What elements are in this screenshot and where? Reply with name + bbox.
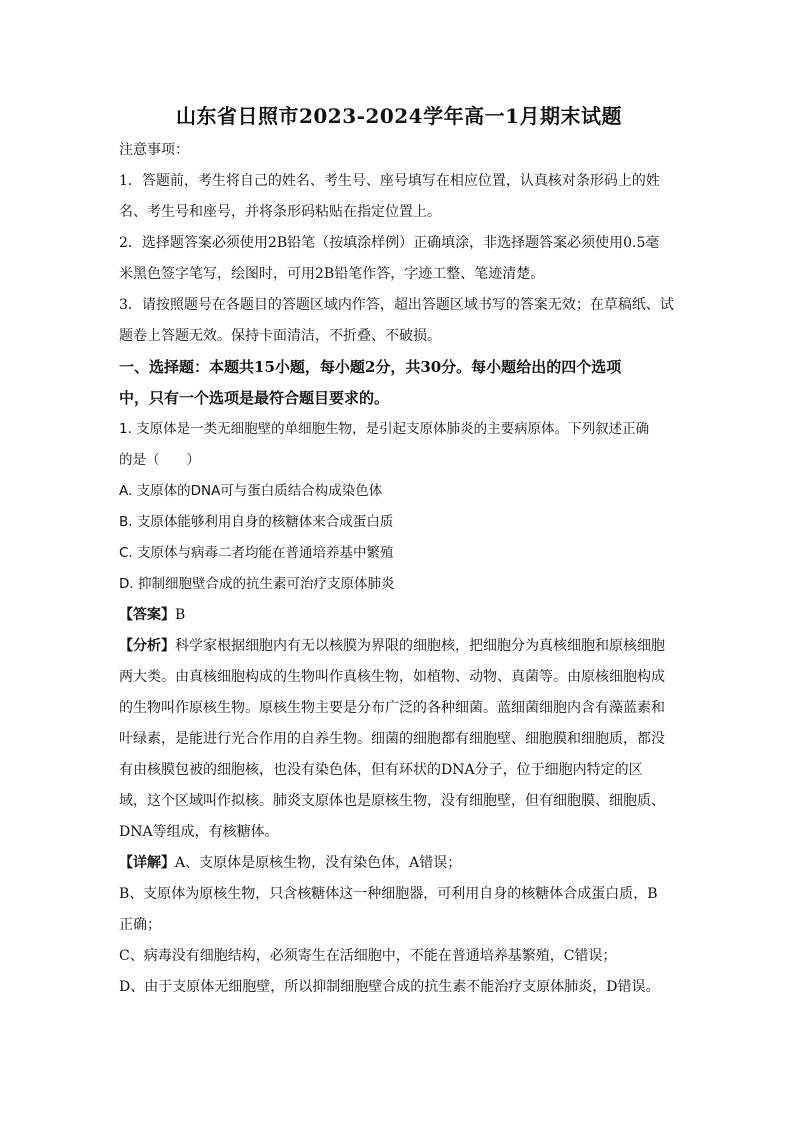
detail-line: 正确； — [119, 917, 161, 933]
analysis-line: DNA等组成，有核糖体。 — [119, 824, 279, 840]
question-stem: 的是（ ） — [119, 452, 200, 468]
analysis-line: 的生物叫作原核生物。原核生物主要是分布广泛的各种细菌。蓝细菌细胞内含有藻蓝素和 — [119, 700, 665, 716]
question-stem: 1. 支原体是一类无细胞壁的单细胞生物，是引起支原体肺炎的主要病原体。下列叙述正确 — [119, 421, 650, 437]
note-line: 名、考生号和座号，并将条形码粘贴在指定位置上。 — [119, 204, 441, 220]
answer-line — [119, 600, 679, 631]
page-title: 山东省日照市2023-2024学年高一1月期末试题 — [175, 104, 623, 128]
option-d: D. 抑制细胞壁合成的抗生素可治疗支原体肺炎 — [119, 576, 395, 592]
analysis-text: 科学家根据细胞内有无以核膜为界限的细胞核，把细胞分为真核细胞和原核细胞 — [175, 638, 665, 654]
section-heading: 中，只有一个选项是最符合题目要求的。 — [119, 389, 390, 407]
detail-line: B、支原体为原核生物，只含核糖体这一种细胞器，可利用自身的核糖体合成蛋白质，B — [119, 886, 658, 902]
analysis-line: 叶绿素，是能进行光合作用的自养生物。细菌的细胞都有细胞壁、细胞膜和细胞质，都没 — [119, 731, 665, 747]
answer-value: B — [175, 607, 186, 623]
detail-line: D、由于支原体无细胞壁，所以抑制细胞壁合成的抗生素不能治疗支原体肺炎，D错误。 — [119, 979, 660, 995]
option-b: B. 支原体能够利用自身的核糖体来合成蛋白质 — [119, 514, 394, 530]
document-content — [119, 100, 679, 1003]
note-line: 题卷上答题无效。保持卡面清洁，不折叠、不破损。 — [119, 328, 441, 344]
analysis-line — [119, 631, 679, 662]
note-line: 1．答题前，考生将自己的姓名、考生号、座号填写在相应位置，认真核对条形码上的姓 — [119, 173, 660, 189]
option-a: A. 支原体的DNA可与蛋白质结合构成染色体 — [119, 483, 383, 499]
analysis-line: 有由核膜包被的细胞核，也没有染色体，但有环状的DNA分子，位于细胞内特定的区 — [119, 762, 643, 778]
note-line: 3．请按照题号在各题目的答题区域内作答，超出答题区域书写的答案无效；在草稿纸、试 — [119, 297, 674, 313]
note-line: 米黑色签字笔写，绘图时，可用2B铅笔作答，字迹工整、笔迹清楚。 — [119, 266, 545, 282]
detail-text: A、支原体是原核生物，没有染色体，A错误； — [175, 855, 462, 871]
analysis-line: 两大类。由真核细胞构成的生物叫作真核生物，如植物、动物、真菌等。由原核细胞构成 — [119, 669, 665, 685]
detail-line — [119, 848, 679, 879]
option-c: C. 支原体与病毒二者均能在普通培养基中繁殖 — [119, 545, 394, 561]
notes-heading: 注意事项： — [119, 142, 189, 158]
section-heading: 一、选择题：本题共15小题，每小题2分，共30分。每小题给出的四个选项 — [119, 358, 622, 376]
note-line: 2．选择题答案必须使用2B铅笔（按填涂样例）正确填涂，非选择题答案必须使用0.5毫 — [119, 235, 660, 251]
analysis-tag: 【分析】 — [119, 638, 175, 654]
detail-tag: 【详解】 — [119, 855, 175, 871]
analysis-line: 域，这个区域叫作拟核。肺炎支原体也是原核生物，没有细胞壁，但有细胞膜、细胞质、 — [119, 793, 665, 809]
detail-line: C、病毒没有细胞结构，必须寄生在活细胞中，不能在普通培养基繁殖，C错误； — [119, 948, 617, 964]
answer-tag: 【答案】 — [119, 607, 175, 623]
